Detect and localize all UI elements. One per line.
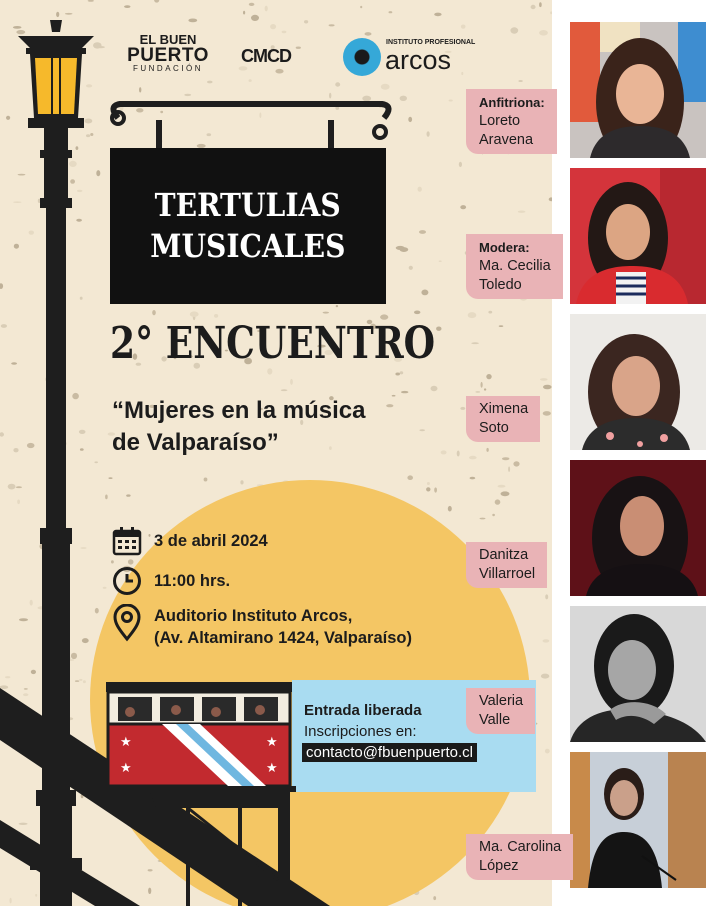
participant-name-line-2: Soto (479, 420, 509, 436)
svg-text:★: ★ (120, 735, 132, 750)
participant-tag-6 (466, 834, 573, 880)
theme-line-1: “Mujeres en la música (112, 397, 366, 424)
participant-name-line-2: Aravena (479, 132, 534, 148)
participant-tag-1 (466, 89, 557, 154)
participant-name-line-2: Toledo (479, 277, 522, 293)
participant-tag-2 (466, 234, 563, 299)
participant-photo-1 (570, 22, 706, 158)
participant-name-line-1: Danitza (479, 547, 529, 563)
arcos-wordmark: arcos (385, 45, 452, 75)
participant-name-line-2: Villarroel (479, 566, 536, 582)
participant-photo-6 (570, 752, 706, 888)
svg-text:★: ★ (266, 735, 278, 750)
venue-line-1: Auditorio Instituto Arcos, (154, 607, 353, 625)
participant-name-line-2: Valle (479, 712, 511, 728)
svg-text:★: ★ (120, 761, 132, 776)
participant-name-line-2: López (479, 858, 519, 874)
event-date: 3 de abril 2024 (154, 532, 268, 550)
participant-photo-3 (570, 314, 706, 450)
theme-line-2: de Valparaíso” (112, 429, 279, 456)
participant-name-line-1: Ximena (479, 401, 529, 417)
participant-role: Modera: (479, 240, 530, 255)
logo-line-3: FUNDACIÓN (132, 64, 204, 73)
encounter-heading: 2° ENCUENTRO (110, 318, 436, 369)
participant-tag-3 (466, 396, 540, 442)
registration-label: Inscripciones en: (304, 723, 417, 740)
event-time: 11:00 hrs. (154, 572, 231, 590)
participant-photo-4 (570, 460, 706, 596)
logo-line-2: PUERTO (127, 45, 209, 66)
participant-photo-2 (570, 168, 706, 304)
participant-name-line-1: Loreto (479, 113, 521, 129)
title-line-2: MUSICALES (150, 227, 346, 265)
participant-name-line-1: Ma. Cecilia (479, 258, 551, 274)
registration-email[interactable]: contacto@fbuenpuerto.cl (302, 743, 477, 762)
arcos-subtitle: INSTITUTO PROFESIONAL (386, 39, 476, 46)
participant-name-line-1: Ma. Carolina (479, 839, 562, 855)
logo-line-1: EL BUEN (139, 32, 197, 47)
participant-tag-4 (466, 542, 547, 588)
participant-photo-5 (570, 606, 706, 742)
venue-line-2: (Av. Altamirano 1424, Valparaíso) (154, 629, 412, 647)
title-line-1: TERTULIAS (154, 186, 341, 225)
participant-tag-5 (466, 688, 535, 734)
participant-name-line-1: Valeria (479, 693, 524, 709)
svg-text:★: ★ (266, 761, 278, 776)
cmcd-logo: CMCD (241, 46, 291, 66)
entry-title: Entrada liberada (304, 702, 422, 719)
participant-role: Anfitriona: (479, 95, 545, 110)
